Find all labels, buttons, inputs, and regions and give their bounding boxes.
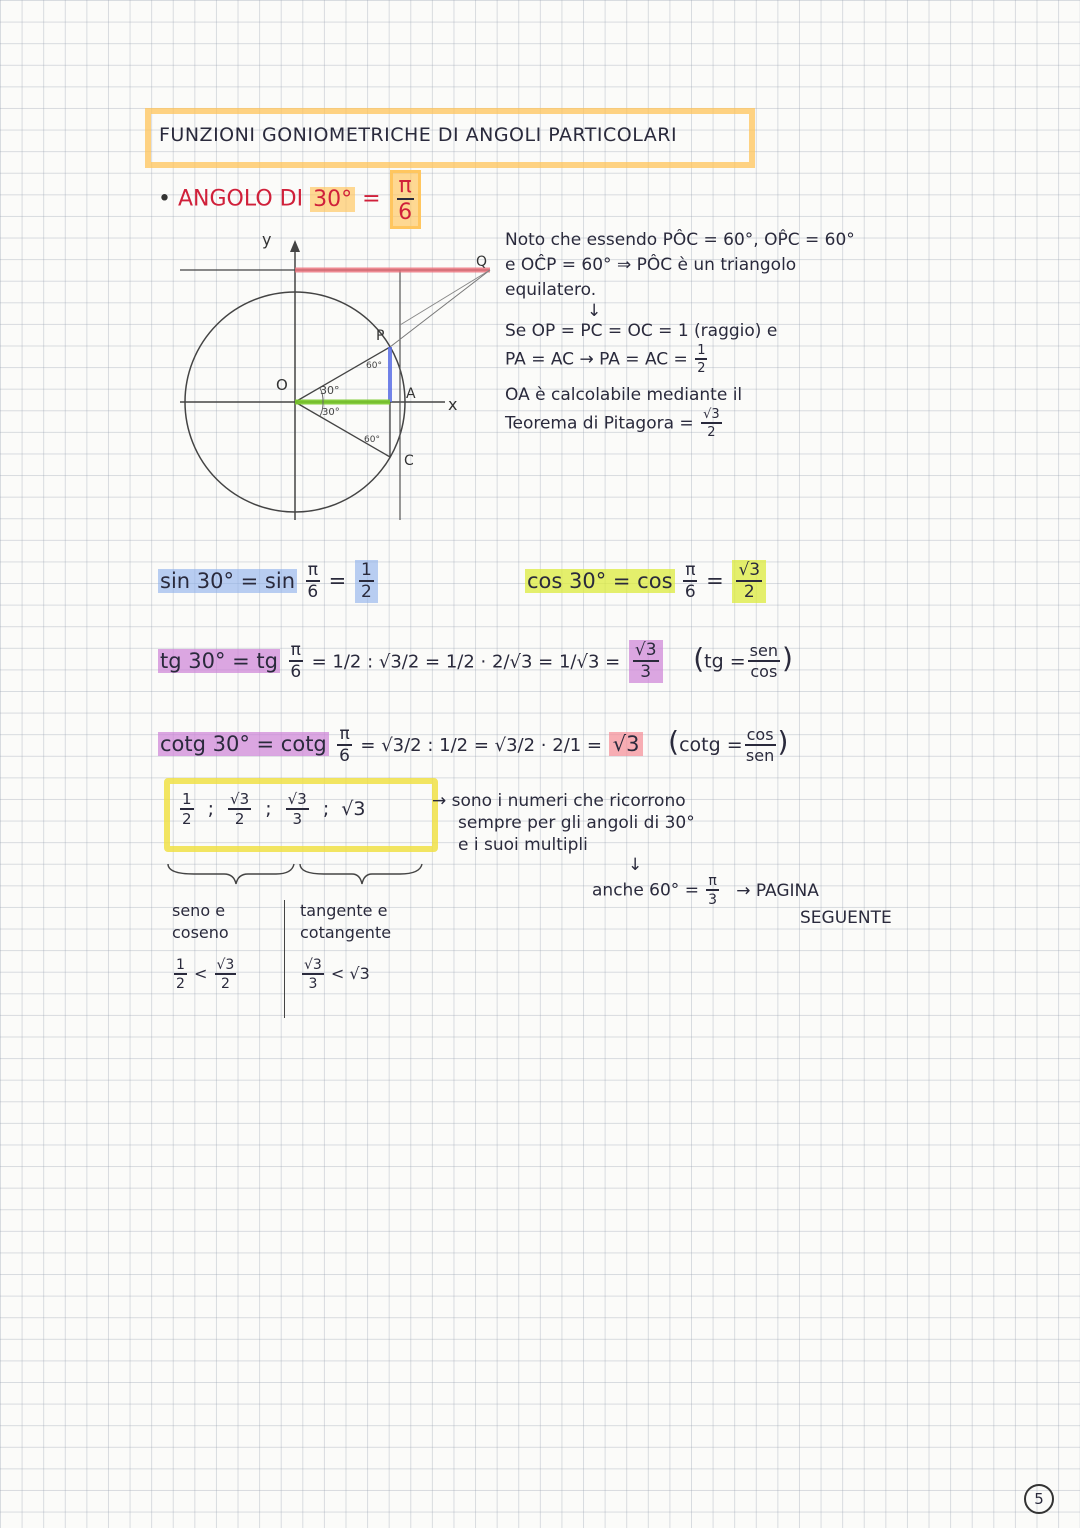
label-y: y (262, 230, 272, 249)
note-line-1: Noto che essendo PÔC = 60°, OP̂C = 60° (505, 230, 855, 250)
angle-label-30a: 30° (320, 384, 340, 397)
next-page-link: → PAGINA (736, 880, 819, 901)
group-left-label-2: coseno (172, 923, 229, 942)
summary-next-2: SEGUENTE (800, 908, 892, 928)
summary-note (432, 790, 892, 929)
sin-radians: $\frac{\pi}{6}$ (307, 560, 319, 602)
group-right-label-1: tangente e (300, 901, 388, 920)
note-line-6: OA è calcolabile mediante il (505, 385, 743, 405)
summary-box: $\frac{1}{2}$ ; $\frac{√3}{2}$ ; $\frac{√3}{3}$ ; √3 (164, 778, 438, 852)
oc-segment (295, 402, 390, 457)
title-box (145, 108, 755, 168)
angle-label-60a: 60° (366, 361, 382, 371)
label-a: A (406, 386, 416, 402)
subtitle (158, 170, 423, 229)
label-o: O (276, 376, 288, 394)
group-braces (164, 858, 434, 888)
angle-label-30b: 30° (322, 407, 340, 418)
summary-note-3: e i suoi multipli (458, 835, 588, 855)
angle-label-60b: 60° (364, 435, 380, 445)
y-axis-arrow (290, 240, 300, 252)
cos-equals: = (706, 568, 724, 593)
summary-also: anche 60° = $\frac{\pi}{3}$ → PAGINA (592, 873, 819, 908)
explanation-notes (505, 228, 855, 439)
sin-equals: = (328, 568, 347, 593)
summary-note-1: → sono i numeri che ricorrono (432, 791, 686, 811)
tg-formula: tg 30° = tg $\frac{\pi}{6}$ = 1/2 : √3/2 = 1/2 · 2/√3 = 1/√3 = $\frac{√3}{3}$ (tg = $\frac{\text{sen}}{\cos}$ ) (160, 640, 793, 682)
tg-expression: = 1/2 : √3/2 = 1/2 · 2/√3 = 1/√3 = (311, 651, 621, 673)
note-line-5: PA = AC → PA = AC = $\frac{1}{2}$ (505, 343, 706, 376)
note-arrow: ↓ (587, 301, 602, 321)
sine-cosine-group (172, 900, 238, 991)
sin-formula (158, 560, 380, 603)
subtitle-label: ANGOLO DI (177, 186, 304, 212)
oq-segment (390, 270, 490, 347)
summary-value-1: $\frac{1}{2}$ (182, 790, 192, 828)
group-right-compare: $\frac{√3}{3}$ < √3 (304, 957, 370, 992)
brace-left (168, 864, 294, 884)
subtitle-radians: $\frac{\pi}{6}$ (390, 170, 421, 229)
note-line-3: equilatero. (505, 280, 597, 300)
label-c: C (404, 453, 414, 469)
op-segment (295, 347, 390, 402)
note-line-7: Teorema di Pitagora = $\frac{√3}{2}$ (505, 407, 720, 440)
tangent-cotangent-group (300, 900, 391, 991)
sin-value: $\frac{1}{2}$ (355, 560, 378, 603)
q-ray (400, 270, 490, 325)
group-divider (284, 900, 285, 1018)
cotg-radians: $\frac{\pi}{6}$ (339, 723, 350, 766)
summary-value-4: √3 (341, 798, 366, 820)
sin-lhs: sin 30° = sin (160, 568, 296, 593)
cotg-expression: = √3/2 : 1/2 = √3/2 · 2/1 = (360, 735, 603, 756)
label-x: x (448, 395, 458, 414)
cotg-definition: ( (668, 725, 680, 758)
subtitle-equals: = (362, 186, 381, 212)
tg-definition: ( (693, 641, 705, 675)
summary-note-2: sempre per gli angoli di 30° (458, 813, 695, 833)
tg-value: $\frac{√3}{3}$ (629, 640, 663, 683)
group-right-label-2: cotangente (300, 923, 392, 942)
note-line-4: Se OP = PC = OC = 1 (raggio) e (505, 321, 778, 341)
cotg-value: √3 (609, 732, 644, 756)
note-line-2: e OĈP = 60° ⇒ PÔC è un triangolo (505, 255, 797, 275)
page-number: 5 (1024, 1484, 1054, 1514)
cos-lhs: cos 30° = cos (527, 568, 673, 593)
cos-value: $\frac{√3}{2}$ (732, 560, 766, 603)
summary-value-3: $\frac{√3}{3}$ (287, 790, 307, 828)
cos-radians: $\frac{\pi}{6}$ (684, 560, 696, 602)
summary-arrow: ↓ (628, 855, 643, 875)
tg-radians: $\frac{\pi}{6}$ (290, 640, 302, 682)
group-left-label-1: seno e (172, 901, 226, 920)
subtitle-angle: 30° (310, 187, 355, 212)
page-title: FUNZIONI GONIOMETRICHE DI ANGOLI PARTICOLARI (159, 124, 678, 146)
cotg-formula: cotg 30° = cotg $\frac{\pi}{6}$ = √3/2 : 1/2 = √3/2 · 2/1 = √3 (cotg = $\frac{\cos}{\text{sen}}$ ) (160, 723, 789, 766)
summary-value-2: $\frac{√3}{2}$ (230, 790, 250, 828)
brace-right (300, 864, 422, 884)
label-p: P (376, 328, 385, 344)
tg-lhs: tg 30° = tg (160, 648, 278, 673)
label-q: Q (476, 254, 488, 270)
cotg-lhs: cotg 30° = cotg (160, 732, 327, 756)
cos-formula (525, 560, 768, 603)
group-left-compare: $\frac{1}{2}$ < $\frac{√3}{2}$ (176, 957, 235, 992)
bullet: • (158, 186, 171, 212)
unit-circle-diagram (180, 230, 520, 530)
